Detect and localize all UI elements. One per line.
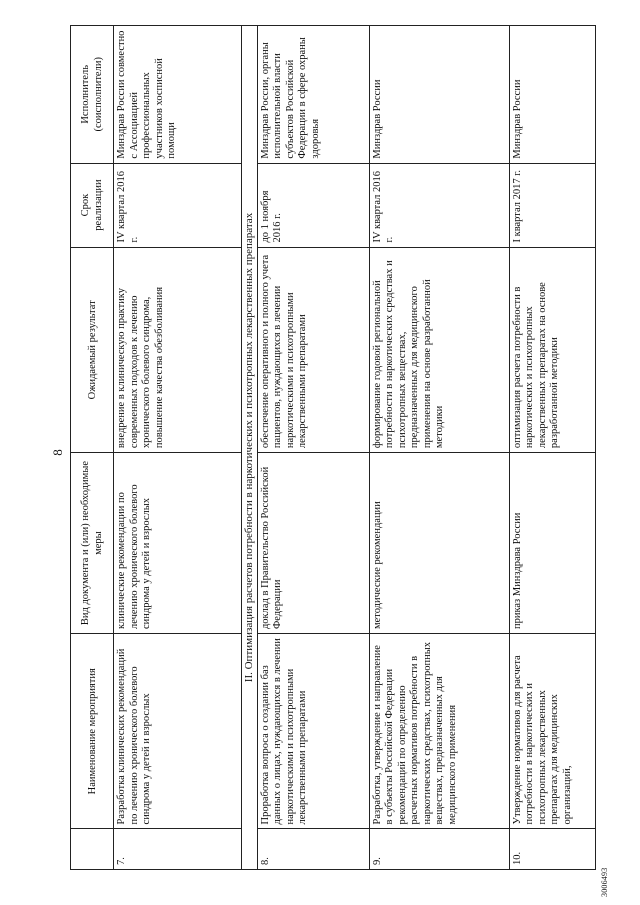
row-result: оптимизация расчета потребности в наркотических и психотропных лекарственных препаратах на основе разработанной методики [509,247,595,453]
row-term: I квартал 2017 г. [509,163,595,247]
row-term: до 1 ноября 2016 г. [257,163,369,247]
header-name: Наименование мероприятия [71,634,114,829]
table-row [257,26,369,870]
row-name: Утверждение нормативов для расчета потребности в наркотических и психотропных лекарственных препаратах для медицинских организаций, [509,634,595,829]
table-row [369,26,509,870]
section-heading-row [242,26,258,870]
row-name: Разработка, утверждение и направление в субъекты Российской Федерации рекомендаций по определению расчетных нормативов потребности в наркотических средствах, психотропных веществах, предназначенных для медицинского применения [369,634,509,829]
table-row [509,26,595,870]
row-executor: Минздрав России, органы исполнительной власти субъектов Российской Федерации в сфере охраны здоровья [257,26,369,164]
row-executor: Минздрав России совместно с Ассоциацией профессиональных участников хосписной помощи [114,26,242,164]
row-doc: клинические рекомендации по лечению хронического болевого синдрома у детей и взрослых [114,453,242,634]
row-number: 8. [257,829,369,870]
row-result: формирование годовой региональной потребности в наркотических средствах и психотропных веществах, предназначенных для медицинского применения на основе разработанной методики [369,247,509,453]
header-result: Ожидаемый результат [71,247,114,453]
row-executor: Минздрав России [369,26,509,164]
action-plan-table [70,25,596,870]
row-result: внедрение в клиническую практику современных подходов к лечению хронического болевого синдрома, повышение качества обезболивания [114,247,242,453]
table-header-row [71,26,114,870]
row-term: IV квартал 2016 г. [114,163,242,247]
row-number: 9. [369,829,509,870]
header-term: Срок реализации [71,163,114,247]
table-row [114,26,242,870]
section-title: II. Оптимизация расчетов потребности в наркотических и психотропных лекарственных препаратах [242,26,258,870]
row-doc: приказ Минздрава России [509,453,595,634]
row-number: 7. [114,829,242,870]
row-term: IV квартал 2016 г. [369,163,509,247]
row-doc: методические рекомендации [369,453,509,634]
row-name: Разработка клинических рекомендаций по лечению хронического болевого синдрома у детей и взрослых [114,634,242,829]
header-number [71,829,114,870]
header-doc: Вид документа и (или) необходимые меры [71,453,114,634]
row-name: Проработка вопроса о создании баз данных о лицах, нуждающихся в лечении наркотическими и психотропными лекарственными препаратами [257,634,369,829]
row-number: 10. [509,829,595,870]
page-number: 8 [50,449,65,456]
row-doc: доклад в Правительство Российской Федерации [257,453,369,634]
row-executor: Минздрав России [509,26,595,164]
document-code: 3006493 [600,867,609,897]
header-executor: Исполнитель (соисполнители) [71,26,114,164]
row-result: обеспечение оперативного и полного учета пациентов, нуждающихся в лечении наркотическими и психотропными лекарственными препаратами [257,247,369,453]
